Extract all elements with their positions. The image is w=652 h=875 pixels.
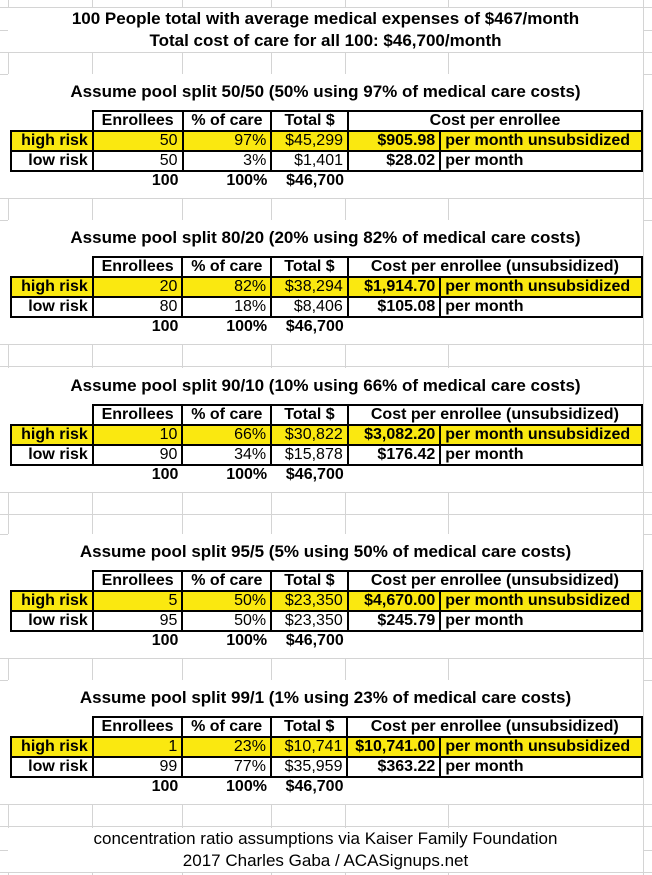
- total-cell: $10,741: [271, 737, 348, 757]
- row-label: high risk: [11, 737, 93, 757]
- enrollees-cell: 50: [93, 151, 183, 171]
- gridline: [0, 658, 652, 659]
- pool-section-80-20: [8, 220, 643, 344]
- header-row: [11, 571, 642, 591]
- high-risk-row: [11, 277, 642, 297]
- totals-row: [11, 465, 642, 484]
- col-header-enrollees: Enrollees: [93, 717, 183, 737]
- total-pct: 100%: [226, 318, 268, 335]
- row-label: low risk: [11, 757, 93, 777]
- header-row: [11, 257, 642, 277]
- total-pct: 100%: [226, 172, 268, 189]
- gridline: [0, 514, 652, 515]
- cost-cell: $1,914.70: [348, 277, 441, 297]
- period-cell: per month unsubsidized: [440, 425, 642, 445]
- col-header-enrollees: Enrollees: [93, 111, 183, 131]
- total-pct: 100%: [226, 466, 268, 483]
- enrollees-cell: 99: [93, 757, 183, 777]
- high-risk-row: [11, 737, 642, 757]
- gridline: [0, 492, 652, 493]
- footer-credit-line: 2017 Charles Gaba / ACASignups.net: [182, 851, 469, 870]
- pct-care-cell: 77%: [182, 757, 271, 777]
- header-row: [11, 717, 642, 737]
- period-cell: per month: [440, 757, 642, 777]
- cost-cell: $4,670.00: [348, 591, 441, 611]
- gridline: [0, 52, 652, 53]
- enrollees-cell: 50: [93, 131, 183, 151]
- period-cell: per month: [440, 151, 642, 171]
- gridline: [0, 198, 652, 199]
- row-label: high risk: [11, 131, 93, 151]
- enrollees-cell: 90: [93, 445, 183, 465]
- period-cell: per month: [440, 611, 642, 631]
- cost-cell: $363.22: [347, 757, 440, 777]
- col-header-cost-per-enrollee: Cost per enrollee (unsubsidized): [348, 405, 642, 425]
- header-row: [11, 405, 642, 425]
- cost-cell: $905.98: [348, 131, 440, 151]
- pool-section-99-1: [8, 680, 643, 804]
- spacer-cell: [348, 631, 642, 650]
- enrollees-cell: 10: [93, 425, 183, 445]
- total-cell: $23,350: [271, 591, 348, 611]
- pool-section-95-5: [8, 534, 643, 658]
- gridline: [643, 0, 644, 875]
- corner-cell: [11, 257, 93, 277]
- total-enrollees: 100: [151, 632, 179, 649]
- row-label: high risk: [11, 425, 93, 445]
- totals-row: [11, 171, 642, 190]
- enrollees-cell: 80: [93, 297, 183, 317]
- spacer-cell: [11, 317, 93, 336]
- low-risk-row: [11, 445, 642, 465]
- gridline: [0, 872, 652, 873]
- col-header-enrollees: Enrollees: [93, 405, 183, 425]
- page-title-line2: Total cost of care for all 100: $46,700/month: [149, 31, 502, 50]
- total-cell: $30,822: [271, 425, 348, 445]
- gridline: [0, 804, 652, 805]
- total-cell: $8,406: [271, 297, 348, 317]
- period-cell: per month unsubsidized: [440, 131, 642, 151]
- low-risk-row: [11, 151, 642, 171]
- pct-care-cell: 18%: [182, 297, 271, 317]
- cost-cell: $28.02: [348, 151, 440, 171]
- header-row: [11, 111, 642, 131]
- row-label: low risk: [11, 297, 93, 317]
- period-cell: per month unsubsidized: [440, 277, 642, 297]
- period-cell: per month unsubsidized: [440, 591, 642, 611]
- pool-table: [10, 256, 643, 336]
- section-title: Assume pool split 90/10 (10% using 66% of medical care costs): [70, 376, 581, 395]
- totals-row: [11, 317, 642, 336]
- pool-table: [10, 110, 643, 190]
- total-enrollees: 100: [151, 778, 179, 795]
- row-label: low risk: [11, 611, 93, 631]
- pct-care-cell: 66%: [182, 425, 271, 445]
- pct-care-cell: 50%: [182, 591, 271, 611]
- pct-care-cell: 50%: [182, 611, 271, 631]
- low-risk-row: [11, 611, 642, 631]
- high-risk-row: [11, 591, 642, 611]
- col-header-total: Total $: [271, 571, 348, 591]
- total-enrollees: 100: [151, 466, 179, 483]
- total-cell: $38,294: [271, 277, 348, 297]
- col-header-pct-of-care: % of care: [182, 571, 271, 591]
- enrollees-cell: 1: [93, 737, 183, 757]
- gridline: [0, 344, 652, 345]
- pct-care-cell: 23%: [182, 737, 271, 757]
- page-title-line1: 100 People total with average medical expenses of $467/month: [71, 9, 580, 28]
- total-cell: $35,959: [271, 757, 348, 777]
- col-header-pct-of-care: % of care: [182, 405, 271, 425]
- gridline: [0, 826, 652, 827]
- corner-cell: [11, 571, 93, 591]
- total-dollars: $46,700: [285, 318, 344, 335]
- low-risk-row: [11, 297, 642, 317]
- total-enrollees: 100: [151, 318, 179, 335]
- enrollees-cell: 95: [93, 611, 183, 631]
- pool-section-90-10: [8, 368, 643, 492]
- total-dollars: $46,700: [285, 466, 344, 483]
- col-header-pct-of-care: % of care: [182, 257, 271, 277]
- total-enrollees: 100: [151, 172, 179, 189]
- spacer-cell: [11, 631, 93, 650]
- totals-row: [11, 777, 642, 796]
- cost-cell: $245.79: [348, 611, 441, 631]
- page-footer: [8, 828, 643, 872]
- row-label: low risk: [11, 445, 93, 465]
- col-header-total: Total $: [271, 717, 348, 737]
- row-label: low risk: [11, 151, 93, 171]
- total-cell: $23,350: [271, 611, 348, 631]
- spacer-cell: [11, 777, 93, 796]
- period-cell: per month unsubsidized: [440, 737, 642, 757]
- gridline: [0, 366, 652, 367]
- total-pct: 100%: [226, 632, 268, 649]
- spacer-cell: [348, 317, 642, 336]
- total-dollars: $46,700: [286, 172, 344, 189]
- row-label: high risk: [11, 591, 93, 611]
- high-risk-row: [11, 131, 642, 151]
- enrollees-cell: 20: [93, 277, 183, 297]
- corner-cell: [11, 717, 93, 737]
- pct-care-cell: 3%: [183, 151, 272, 171]
- corner-cell: [11, 405, 93, 425]
- footer-source-line: concentration ratio assumptions via Kaiser Family Foundation: [93, 829, 558, 848]
- section-title: Assume pool split 99/1 (1% using 23% of medical care costs): [79, 688, 572, 707]
- spacer-cell: [347, 777, 642, 796]
- col-header-cost-per-enrollee: Cost per enrollee (unsubsidized): [348, 571, 642, 591]
- pct-care-cell: 82%: [182, 277, 271, 297]
- total-pct: 100%: [226, 778, 267, 795]
- total-cell: $1,401: [271, 151, 348, 171]
- spacer-cell: [348, 171, 642, 190]
- period-cell: per month: [440, 445, 642, 465]
- col-header-pct-of-care: % of care: [183, 111, 272, 131]
- section-title: Assume pool split 95/5 (5% using 50% of medical care costs): [79, 542, 572, 561]
- col-header-total: Total $: [271, 257, 348, 277]
- page-header: [8, 8, 643, 52]
- col-header-total: Total $: [271, 111, 348, 131]
- section-title: Assume pool split 50/50 (50% using 97% of medical care costs): [70, 82, 581, 101]
- totals-row: [11, 631, 642, 650]
- high-risk-row: [11, 425, 642, 445]
- section-title: Assume pool split 80/20 (20% using 82% of medical care costs): [70, 228, 581, 247]
- total-dollars: $46,700: [285, 632, 344, 649]
- total-cell: $15,878: [271, 445, 348, 465]
- pct-care-cell: 34%: [182, 445, 271, 465]
- total-dollars: $46,700: [285, 778, 344, 795]
- low-risk-row: [11, 757, 642, 777]
- col-header-enrollees: Enrollees: [93, 257, 183, 277]
- pool-section-50-50: [8, 74, 643, 198]
- col-header-cost-per-enrollee: Cost per enrollee (unsubsidized): [348, 257, 642, 277]
- col-header-pct-of-care: % of care: [182, 717, 271, 737]
- pct-care-cell: 97%: [183, 131, 272, 151]
- pool-table: [10, 570, 643, 650]
- row-label: high risk: [11, 277, 93, 297]
- corner-cell: [11, 111, 93, 131]
- spacer-cell: [348, 465, 642, 484]
- enrollees-cell: 5: [93, 591, 183, 611]
- pool-table: [10, 716, 643, 796]
- period-cell: per month: [440, 297, 642, 317]
- cost-cell: $10,741.00: [347, 737, 440, 757]
- cost-cell: $3,082.20: [348, 425, 441, 445]
- col-header-total: Total $: [271, 405, 348, 425]
- total-cell: $45,299: [271, 131, 348, 151]
- spacer-cell: [11, 465, 93, 484]
- col-header-cost-per-enrollee: Cost per enrollee: [348, 111, 642, 131]
- cost-cell: $105.08: [348, 297, 441, 317]
- cost-cell: $176.42: [348, 445, 441, 465]
- spacer-cell: [11, 171, 93, 190]
- col-header-cost-per-enrollee: Cost per enrollee (unsubsidized): [347, 717, 642, 737]
- pool-table: [10, 404, 643, 484]
- col-header-enrollees: Enrollees: [93, 571, 183, 591]
